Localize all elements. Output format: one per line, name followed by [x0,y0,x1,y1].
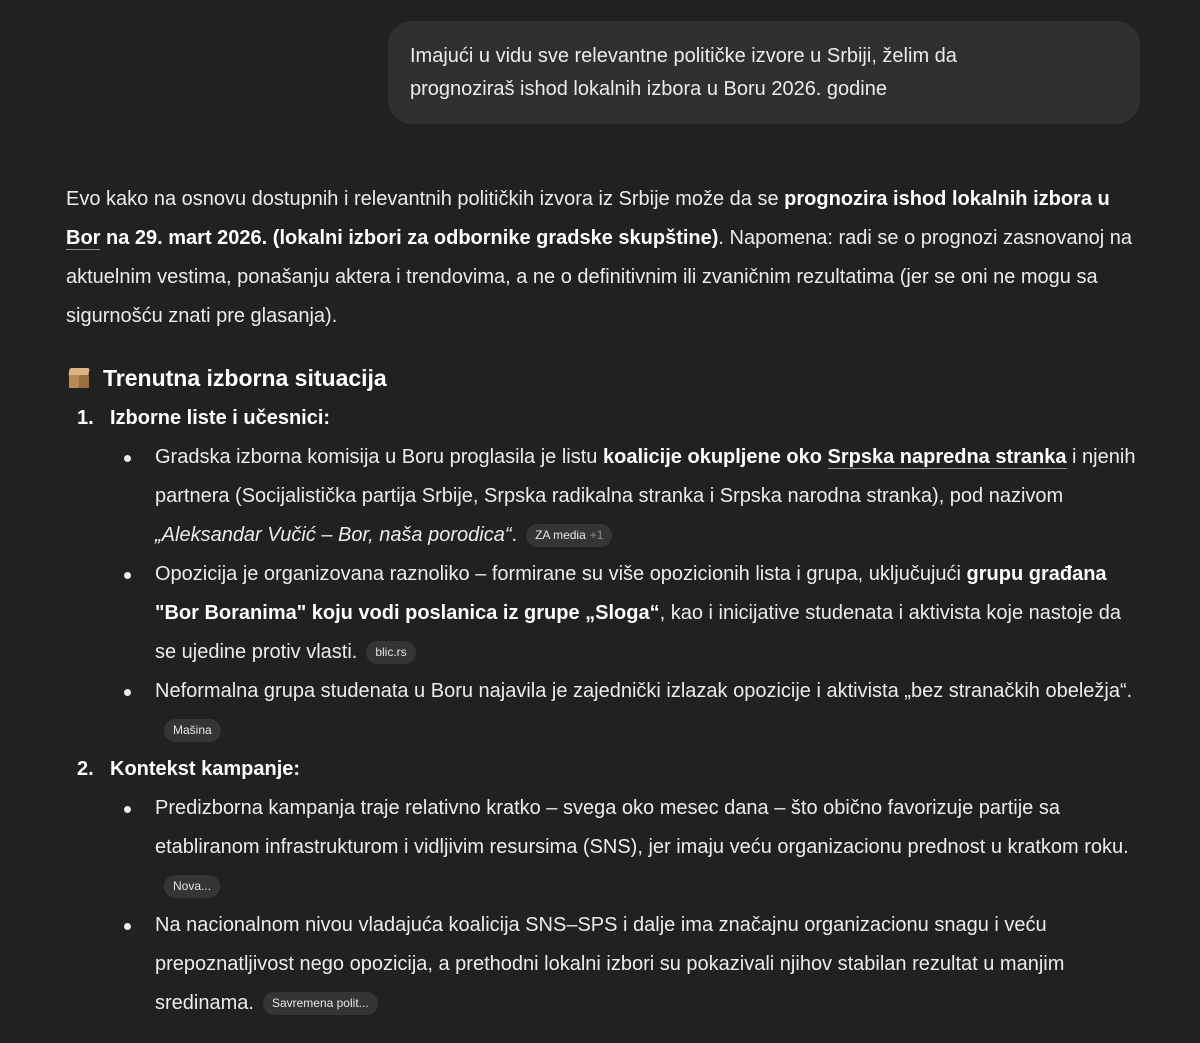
bullet-text: Predizborna kampanja traje relativno kratko – svega oko mesec dana – što obično favorizuje partije sa etabliranom infrastrukturom i vidljivim resursima (SNS), jer imaju veću organizacionu prednost u kratkom roku. [155,797,1129,858]
intro-bold-text: prognozira ishod lokalnih izbora u [784,188,1110,210]
intro-text: Evo kako na osnovu dostupnih i relevantnih političkih izvora iz Srbije može da se [66,188,785,210]
section-title: Trenutna izborna situacija [103,365,387,391]
item-number: 1. [77,407,94,429]
bor-entity-link[interactable]: Bor [66,227,101,249]
source-chip-label: ZA media [535,528,586,542]
source-chip-count: +1 [589,528,604,542]
item-title: Kontekst kampanje: [110,758,301,780]
bullet-text: i njenih partnera (Socijalistička partija Srbije, Srpska radikalna stranka i Srpska narodna stranka), pod nazivom [155,446,1136,507]
list-item [77,399,1146,750]
intro-text: . Napomena: radi se o prognozi zasnovanoj na aktuelnim vestima, ponašanju aktera i trendovima, a ne o definitivnim ili zvaničnim rezultatima (jer se oni ne mogu sa sigurnošću znati pre glasanja). [66,227,1133,327]
bullet-text: Gradska izborna komisija u Boru proglasila je listu [155,446,603,468]
bullet-text: Neformalna grupa studenata u Boru najavila je zajednički izlazak opozicije i aktivista „bez stranačkih obeležja“. [155,680,1133,702]
source-chip[interactable]: Nova... [164,875,220,898]
bullet-text: , kao i inicijative studenata i aktivista koje nastoje da se ujedine protiv vlasti. [155,602,1121,663]
bullet-item [155,672,1146,750]
bullet-item [155,906,1146,1023]
assistant-answer [66,180,1146,1023]
intro-paragraph [66,180,1146,336]
user-message-bubble [388,21,1140,124]
bullet-item [155,789,1146,906]
bullet-list [110,438,1146,750]
bullet-item [155,438,1146,555]
user-message-line: prognoziraš ishod lokalnih izbora u Boru 2026. godine [410,78,887,100]
section-heading [66,360,1146,396]
package-icon [68,367,90,389]
list-item [77,750,1146,1023]
numbered-list [66,399,1146,1023]
bullet-text: . [511,524,518,546]
source-chip[interactable]: Savremena polit... [263,992,378,1015]
bullet-list [110,789,1146,1023]
source-chip[interactable] [526,524,612,547]
user-message-line: Imajući u vidu sve relevantne političke izvore u Srbiji, želim da [410,45,957,67]
item-number: 2. [77,758,94,780]
bullet-bold [603,446,1067,469]
intro-bold-text: na 29. mart 2026. (lokalni izbori za odbornike gradske skupštine) [100,227,719,249]
source-chip[interactable]: Mašina [164,719,221,742]
source-chip[interactable]: blic.rs [366,641,415,664]
bullet-bold-text: koalicije okupljene oko [602,446,828,468]
bullet-item [155,555,1146,672]
bullet-text: Opozicija je organizovana raznoliko – formirane su više opozicionih lista i grupa, uključujući [155,563,967,585]
sns-entity-link[interactable]: Srpska napredna stranka [827,446,1067,468]
bullet-bold: grupu građana "Bor Boranima" koju vodi poslanica iz grupe „Sloga“ [155,563,1107,624]
bullet-text: Na nacionalnom nivou vladajuća koalicija SNS–SPS i dalje ima značajnu organizacionu snagu i veću prepoznatljivost nego opozicija, a prethodni lokalni izbori su pokazivali njihov stabilan rezultat u manjim sredinama. [155,914,1065,1014]
item-title: Izborne liste i učesnici: [110,407,331,429]
list-name-italic: „Aleksandar Vučić – Bor, naša porodica“ [155,524,512,546]
